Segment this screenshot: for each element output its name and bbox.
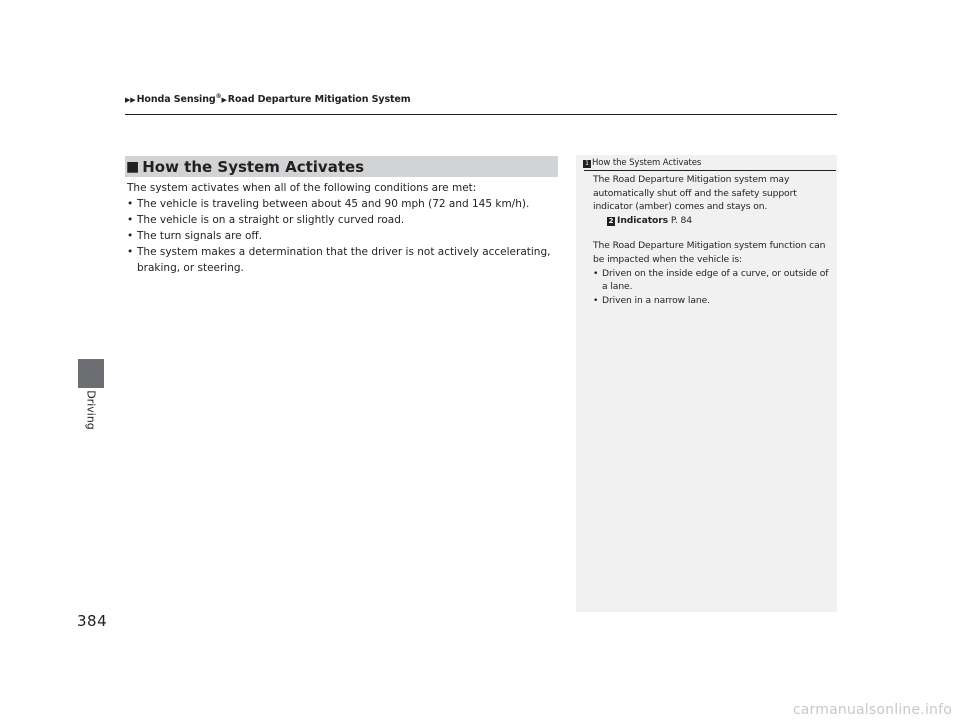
list-item: • The system makes a determination that the driver is not actively accelerating, braking, or steering. — [127, 246, 551, 274]
chapter-tab — [78, 359, 104, 388]
bullet-icon: • — [593, 294, 599, 306]
bullet-icon: • — [127, 198, 134, 210]
page-number: 384 — [77, 612, 108, 630]
list-item: • The vehicle is traveling between about 45 and 90 mph (72 and 145 km/h). — [127, 198, 530, 210]
sidebar-text-line: be impacted when the vehicle is: — [593, 253, 743, 265]
sidebar-body — [593, 173, 829, 307]
breadcrumb-item-honda-sensing[interactable]: Honda Sensing — [136, 94, 216, 106]
intro-text: The system activates when all of the following conditions are met: — [127, 182, 477, 194]
sidebar-text-line: automatically shut off and the safety support — [593, 187, 797, 199]
sidebar-text-line: The Road Departure Mitigation system function can — [593, 240, 826, 252]
section-heading — [125, 156, 558, 177]
cross-reference-icon: 2 — [608, 216, 614, 225]
chapter-label: Driving — [84, 390, 98, 430]
section-marker-icon: ■ — [126, 158, 140, 175]
watermark: carmanualsonline.info — [792, 702, 952, 718]
section-heading-text: How the System Activates — [142, 157, 365, 176]
sidebar-text-line: The Road Departure Mitigation system may — [593, 174, 790, 185]
breadcrumb-arrow-icon: ▶▶ — [125, 96, 136, 105]
breadcrumb-item-rdm[interactable]: Road Departure Mitigation System — [227, 94, 411, 106]
bullet-icon: • — [127, 214, 134, 226]
header-divider — [125, 114, 837, 115]
list-item: • The turn signals are off. — [127, 230, 262, 242]
bullet-icon: • — [127, 246, 134, 258]
spacer — [593, 227, 829, 239]
sidebar-text-line: indicator (amber) comes and stays on. — [593, 201, 768, 213]
registered-mark: ® — [215, 93, 222, 100]
sidebar-divider — [584, 170, 836, 171]
bullet-icon: • — [127, 230, 134, 242]
breadcrumb-arrow-icon: ▶ — [221, 96, 227, 105]
list-item: • Driven in a narrow lane. — [593, 294, 710, 306]
main-body — [127, 180, 567, 276]
reference-icon: 1 — [583, 160, 591, 168]
bullet-icon: • — [593, 267, 599, 279]
sidebar-list — [593, 267, 829, 308]
list-item: • The vehicle is on a straight or slightly curved road. — [127, 214, 405, 226]
list-item: • Driven on the inside edge of a curve, or outside of a lane. — [593, 267, 829, 293]
breadcrumb — [125, 93, 411, 105]
sidebar-title: 1 How the System Activates — [583, 158, 701, 168]
conditions-list — [127, 196, 567, 276]
indicators-link[interactable]: 2 Indicators P. 84 — [608, 214, 693, 226]
